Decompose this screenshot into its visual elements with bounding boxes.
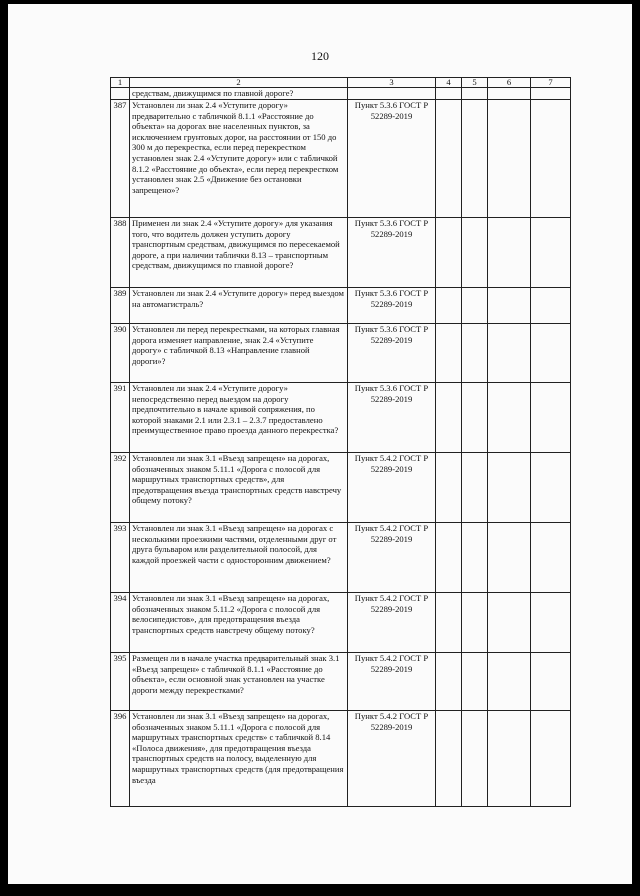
row-question: Установлен ли перед перекрестками, на которых главная дорога изменяет направление, знак 2.4 «Уступите дорогу» с табличкой 8.13 «Направление главной дороги»? (130, 324, 348, 383)
page-number: 120 (311, 49, 329, 63)
empty-cell (488, 288, 531, 324)
checklist-table (110, 77, 571, 807)
empty-cell (462, 324, 488, 383)
table-row (111, 383, 571, 453)
table-row (111, 453, 571, 523)
empty-cell (488, 653, 531, 711)
empty-cell (488, 383, 531, 453)
empty-cell (488, 324, 531, 383)
row-question: Установлен ли знак 2.4 «Уступите дорогу» предварительно с табличкой 8.1.1 «Расстояние до объекта» на дорогах вне населенных пунктов, за исключением грунтовых дорог, на расстоянии от 150 до 300 м до перекрестка, если перед перекрестком установлен знак 2.4 «Уступите дорогу» или с табличкой 8.1.2 «Расстояние до объекта», если перед перекрестком установлен знак 2.5 «Движение без остановки запрещено»? (130, 100, 348, 218)
row-number: 391 (111, 383, 130, 453)
row-question: Установлен ли знак 3.1 «Въезд запрещен» на дорогах, обозначенных знаком 5.11.2 «Дорога с полосой для велосипедистов», для предотвращения въезда транспортных средств навстречу общему потоку? (130, 593, 348, 653)
row-number: 388 (111, 218, 130, 288)
table-row (111, 653, 571, 711)
column-header: 1 (111, 78, 130, 88)
row-reference: Пункт 5.4.2 ГОСТ Р 52289-2019 (348, 653, 436, 711)
column-header: 4 (436, 78, 462, 88)
table-row (111, 523, 571, 593)
row-number: 395 (111, 653, 130, 711)
empty-cell (531, 453, 571, 523)
continuation-row (111, 88, 571, 100)
table-row (111, 711, 571, 807)
empty-cell (436, 100, 462, 218)
empty-cell (531, 100, 571, 218)
row-number: 394 (111, 593, 130, 653)
empty-cell (462, 523, 488, 593)
table-row (111, 593, 571, 653)
empty-cell (488, 593, 531, 653)
row-reference: Пункт 5.4.2 ГОСТ Р 52289-2019 (348, 593, 436, 653)
row-question: Установлен ли знак 3.1 «Въезд запрещен» на дорогах с несколькими проезжими частями, отделенными друг от друга бульваром или разделительной полосой, для каждой проезжей части с односторонним движением? (130, 523, 348, 593)
row-question: Размещен ли в начале участка предварительный знак 3.1 «Въезд запрещен» с табличкой 8.1.1 «Расстояние до объекта», если основной знак установлен на участке дороги между перекрестками? (130, 653, 348, 711)
empty-cell (488, 523, 531, 593)
row-question: Установлен ли знак 3.1 «Въезд запрещен» на дорогах, обозначенных знаком 5.11.1 «Дорога с полосой для маршрутных транспортных средств» с табличкой 8.14 «Полоса движения», для предотвращения въезда транспортных средств на полосу, выделенную для маршрутных транспортных средств (для предотвращения въезда (130, 711, 348, 807)
empty-cell (531, 383, 571, 453)
empty-cell (488, 100, 531, 218)
row-question: Установлен ли знак 2.4 «Уступите дорогу» перед выездом на автомагистраль? (130, 288, 348, 324)
row-reference: Пункт 5.4.2 ГОСТ Р 52289-2019 (348, 523, 436, 593)
empty-cell (436, 218, 462, 288)
row-number: 393 (111, 523, 130, 593)
row-reference: Пункт 5.4.2 ГОСТ Р 52289-2019 (348, 453, 436, 523)
document-page (8, 4, 632, 884)
empty-cell (462, 288, 488, 324)
row-reference: Пункт 5.3.6 ГОСТ Р 52289-2019 (348, 324, 436, 383)
row-question: Установлен ли знак 3.1 «Въезд запрещен» на дорогах, обозначенных знаком 5.11.1 «Дорога с полосой для маршрутных транспортных средств», для предотвращения въезда транспортных средств навстречу общему потоку? (130, 453, 348, 523)
row-number: 392 (111, 453, 130, 523)
empty-cell (436, 653, 462, 711)
empty-cell (462, 218, 488, 288)
column-header: 2 (130, 78, 348, 88)
row-reference: Пункт 5.3.6 ГОСТ Р 52289-2019 (348, 100, 436, 218)
row-reference: Пункт 5.3.6 ГОСТ Р 52289-2019 (348, 288, 436, 324)
row-number: 396 (111, 711, 130, 807)
empty-cell (462, 653, 488, 711)
row-number: 390 (111, 324, 130, 383)
column-header: 6 (488, 78, 531, 88)
empty-cell (462, 383, 488, 453)
empty-cell (531, 593, 571, 653)
empty-cell (436, 593, 462, 653)
empty-cell (531, 523, 571, 593)
row-reference: Пункт 5.4.2 ГОСТ Р 52289-2019 (348, 711, 436, 807)
row-reference: Пункт 5.3.6 ГОСТ Р 52289-2019 (348, 218, 436, 288)
empty-cell (462, 593, 488, 653)
empty-cell (531, 653, 571, 711)
empty-cell (462, 711, 488, 807)
continuation-text: средствам, движущимся по главной дороге? (130, 88, 348, 100)
empty-cell (531, 288, 571, 324)
row-reference: Пункт 5.3.6 ГОСТ Р 52289-2019 (348, 383, 436, 453)
empty-cell (436, 324, 462, 383)
table-row (111, 324, 571, 383)
column-header: 5 (462, 78, 488, 88)
empty-cell (436, 523, 462, 593)
empty-cell (488, 711, 531, 807)
empty-cell (531, 218, 571, 288)
empty-cell (436, 453, 462, 523)
row-number: 387 (111, 100, 130, 218)
empty-cell (436, 288, 462, 324)
empty-cell (462, 453, 488, 523)
empty-cell (436, 383, 462, 453)
empty-cell (436, 711, 462, 807)
header-row (111, 78, 571, 88)
row-number: 389 (111, 288, 130, 324)
row-question: Применен ли знак 2.4 «Уступите дорогу» для указания того, что водитель должен уступить дорогу транспортным средствам, движущимся по пересекаемой дороге, а при наличии таблички 8.13 – транспортным средствам, движущимся по главной дороге? (130, 218, 348, 288)
empty-cell (488, 218, 531, 288)
empty-cell (531, 711, 571, 807)
empty-cell (488, 453, 531, 523)
column-header: 7 (531, 78, 571, 88)
empty-cell (462, 100, 488, 218)
row-question: Установлен ли знак 2.4 «Уступите дорогу» непосредственно перед выездом на дорогу предпочтительно в начале кривой сопряжения, по которой знаками 2.1 или 2.3.1 – 2.3.7 предоставлено преимущественное право проезда данного перекрестка? (130, 383, 348, 453)
table-row (111, 288, 571, 324)
column-header: 3 (348, 78, 436, 88)
table-row (111, 218, 571, 288)
table-row (111, 100, 571, 218)
empty-cell (531, 324, 571, 383)
